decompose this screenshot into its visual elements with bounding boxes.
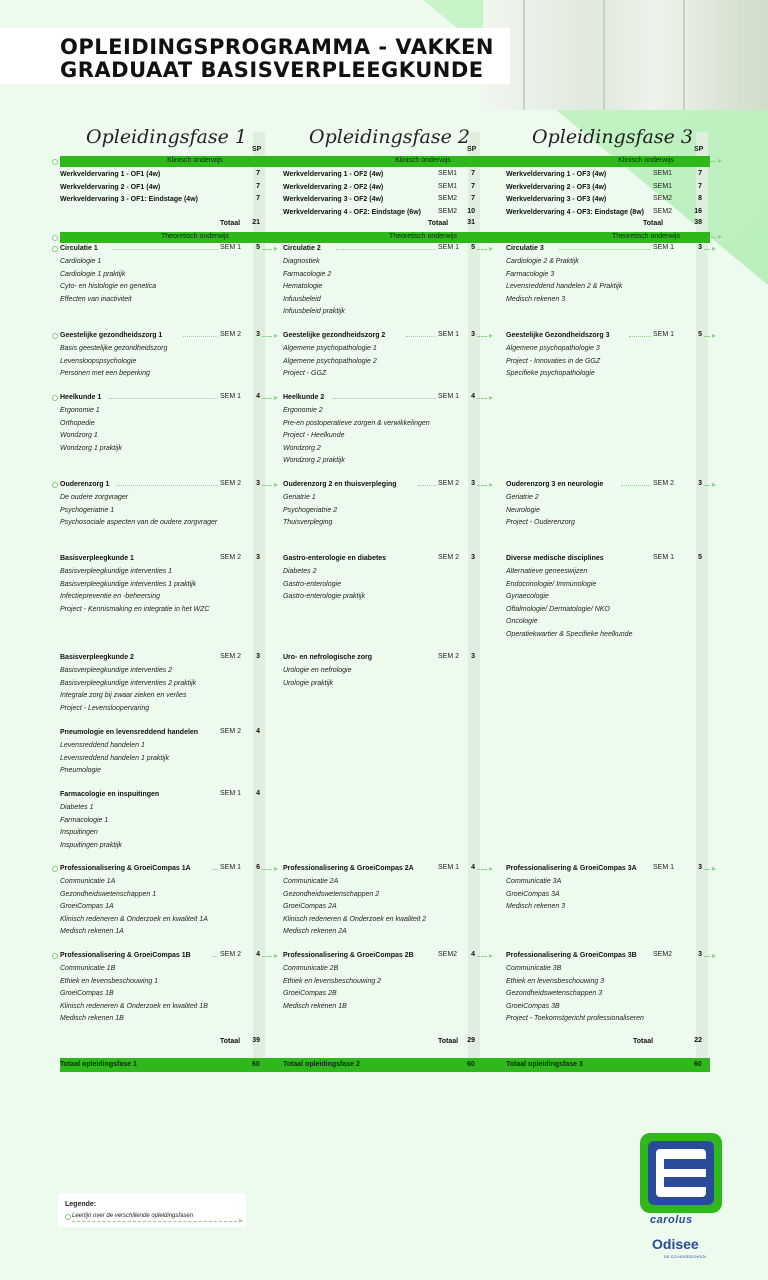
- course-subject: Personen met een beperking: [60, 370, 150, 377]
- course-sp: 4: [471, 864, 475, 871]
- course-subject: Levensreddend handelen 1: [60, 742, 145, 749]
- klinisch-item-sem: SEM2: [438, 195, 458, 202]
- course-arrow-icon: [262, 485, 272, 486]
- course-subject: Wondzorg 1: [60, 432, 98, 439]
- course-sp: 5: [256, 244, 260, 251]
- course-subject: Communicatie 2A: [283, 878, 339, 885]
- course-subject: Cardiologie 2 & Praktijk: [506, 258, 579, 265]
- course-name: Professionalisering & GroeiCompas 2B: [283, 952, 414, 959]
- course-arrow-icon: [262, 249, 272, 250]
- course-subject: Algemene psychopathologie 1: [283, 345, 377, 352]
- klinisch-item-sp: 7: [256, 170, 260, 177]
- course-name: Ouderenzorg 1: [60, 481, 110, 488]
- course-name: Geestelijke gezondheidszorg 2: [283, 332, 386, 339]
- course-subject: Klinisch redeneren & Onderzoek en kwaliteit 1B: [60, 1002, 208, 1010]
- course-subject: GroeiCompas 2B: [283, 990, 337, 997]
- course-leader-line: [212, 956, 218, 957]
- course-subject: Wondzorg 1 praktijk: [60, 444, 122, 452]
- logo-tagline: DE CO-HOGESCHOOL: [664, 1254, 707, 1259]
- title-line-1: OPLEIDINGSPROGRAMMA - VAKKEN: [60, 35, 494, 59]
- course-subject: Medisch rekenen 3: [506, 295, 566, 303]
- klinisch-item-sem: SEM2: [653, 207, 673, 215]
- course-subject: Ergonomie 2: [283, 407, 323, 414]
- klinisch-total-label: Totaal: [220, 220, 241, 227]
- course-subject: Gezondheidswetenschappen 1: [60, 890, 157, 898]
- course-sem: SEM 1: [653, 244, 675, 251]
- course-sem: SEM 1: [220, 393, 242, 400]
- course-subject: Gezondheidswetenschappen 3: [506, 990, 603, 997]
- course-arrow-icon: [477, 956, 487, 957]
- phase-total-value: 60: [694, 1061, 702, 1068]
- course-subject: Farmacologie 3: [506, 270, 555, 278]
- course-sp: 3: [256, 554, 260, 561]
- course-subject: Infuusbeleid: [283, 295, 321, 303]
- course-subject: Medisch rekenen 3: [506, 903, 566, 910]
- course-sp: 3: [698, 951, 702, 958]
- course-name: Basisverpleegkunde 1: [60, 555, 134, 562]
- theoretisch-section-label: Theoretisch onderwijs: [160, 233, 230, 240]
- course-subject: Pre-en postoperatieve zorgen & verwikkelingen: [283, 419, 430, 427]
- course-name: Geestelijke Gezondheidszorg 3: [506, 332, 610, 339]
- course-leader-line: [183, 336, 218, 337]
- course-sp: 3: [471, 653, 475, 660]
- legend-arrow-icon: [72, 1221, 237, 1222]
- course-subject: Ethiek en levensbeschouwing 3: [506, 977, 605, 985]
- phase-heading: Opleidingsfase 1: [86, 126, 248, 148]
- course-sem: SEM 2: [220, 331, 242, 338]
- course-sp: 3: [256, 653, 260, 660]
- klinisch-item-sp: 10: [467, 207, 475, 215]
- course-subject: Geriatrie 1: [283, 494, 316, 501]
- course-subject: Geriatrie 2: [506, 494, 539, 501]
- klinisch-item-name: Werkveldervaring 3 - OF1: Eindstage (4w): [60, 196, 198, 203]
- course-arrow-icon: [262, 956, 272, 957]
- course-sp: 4: [471, 951, 475, 958]
- course-name: Circulatie 1: [60, 245, 98, 252]
- course-name: Professionalisering & GroeiCompas 2A: [283, 865, 414, 872]
- course-sp: 3: [698, 244, 702, 251]
- course-subject: Alternatieve geneeswijzen: [506, 568, 588, 575]
- course-arrow-icon: [262, 869, 272, 870]
- sp-header: SP: [252, 146, 262, 153]
- course-sem: SEM 2: [438, 554, 460, 561]
- course-subject: GroeiCompas 1A: [60, 903, 114, 910]
- course-dot-icon: [52, 246, 58, 252]
- course-subject: Hematologie: [283, 283, 323, 290]
- course-leader-line: [406, 336, 436, 337]
- course-arrow-icon: [477, 485, 487, 486]
- course-name: Basisverpleegkunde 2: [60, 654, 134, 661]
- course-subject: Gastro-enterologie: [283, 580, 341, 588]
- course-subject: Communicatie 3A: [506, 878, 562, 885]
- course-arrow-icon: [477, 336, 487, 337]
- course-sp: 4: [256, 728, 260, 735]
- course-subject: Urologie praktijk: [283, 679, 334, 687]
- phase-total-value: 60: [467, 1061, 475, 1068]
- course-subject: Basis geestelijke gezondheidszorg: [60, 345, 168, 352]
- course-name: Pneumologie en levensreddend handelen: [60, 729, 199, 736]
- theoretisch-section-label: Theoretisch onderwijs: [388, 233, 458, 240]
- klinisch-item-name: Werkveldervaring 3 - OF3 (4w): [506, 196, 607, 203]
- course-dot-icon: [52, 482, 58, 488]
- phase-total-value: 60: [252, 1061, 260, 1068]
- course-leader-line: [117, 485, 218, 486]
- course-subject: Klinisch redeneren & Onderzoek en kwaliteit 2: [283, 915, 427, 923]
- course-subject: Medisch rekenen 1A: [60, 928, 124, 935]
- course-sem: SEM2: [653, 951, 673, 958]
- klinisch-total-label: Totaal: [428, 220, 449, 227]
- phase-heading: Opleidingsfase 3: [532, 126, 694, 148]
- course-subject: GroeiCompas 2A: [283, 903, 337, 910]
- klinisch-section-label: Klinisch onderwijs: [167, 157, 223, 164]
- course-name: Ouderenzorg 2 en thuisverpleging: [283, 481, 397, 488]
- theoretisch-section-bar: [60, 232, 710, 243]
- course-sem: SEM 2: [220, 554, 242, 561]
- course-subject: Farmacologie 2: [283, 270, 332, 278]
- course-subject: Wondzorg 2 praktijk: [283, 457, 345, 464]
- course-dot-icon: [52, 953, 58, 959]
- course-subject: Oftalmologie/ Dermatologie/ NKO: [506, 605, 610, 613]
- course-subject: Infectiepreventie en -beheersing: [60, 593, 161, 600]
- course-leader-line: [418, 485, 436, 486]
- course-sp: 3: [698, 864, 702, 871]
- course-subject: GroeiCompas 3B: [506, 1002, 560, 1010]
- course-sp: 5: [698, 331, 702, 338]
- course-sem: SEM 1: [438, 393, 460, 400]
- klinisch-item-name: Werkveldervaring 2 - OF1 (4w): [60, 183, 161, 191]
- sp-header: SP: [694, 146, 704, 153]
- course-sp: 3: [471, 480, 475, 487]
- course-subject: Effecten van inactiviteit: [60, 295, 132, 303]
- legend-text: Leerlijn over de verschillende opleidingsfasen: [72, 1213, 194, 1219]
- course-arrow-icon: [477, 869, 487, 870]
- klinisch-item-name: Werkveldervaring 1 - OF3 (4w): [506, 171, 607, 178]
- course-subject: Integrale zorg bij zwaar zieken en verlies: [60, 692, 187, 699]
- klinisch-item-sem: SEM1: [653, 182, 673, 190]
- title-line-2: GRADUAAT BASISVERPLEEGKUNDE: [60, 58, 484, 82]
- section-dot-icon: [52, 235, 58, 241]
- course-name: Circulatie 3: [506, 245, 544, 252]
- course-sp: 3: [471, 331, 475, 338]
- course-subject: Inspuitingen praktijk: [60, 841, 122, 849]
- course-sem: SEM 1: [653, 331, 675, 338]
- course-leader-line: [629, 336, 651, 337]
- course-subject: Basisverpleegkundige interventies 1 praktijk: [60, 580, 197, 588]
- logo-school: Odisee: [652, 1236, 699, 1252]
- course-leader-line: [336, 249, 436, 250]
- klinisch-item-sp: 7: [471, 182, 475, 190]
- course-leader-line: [332, 398, 436, 399]
- klinisch-item-sp: 16: [694, 207, 702, 215]
- course-subject: Algemene psychopathologie 2: [283, 357, 377, 365]
- course-sp: 5: [698, 554, 702, 561]
- theor-total-label: Totaal: [438, 1038, 459, 1045]
- klinisch-total-label: Totaal: [643, 220, 664, 227]
- course-subject: Cyto- en histologie en genetica: [60, 283, 157, 290]
- klinisch-section-label: Klinisch onderwijs: [618, 157, 674, 164]
- course-subject: GroeiCompas 3A: [506, 890, 560, 898]
- course-subject: Project - Kennismaking en integratie in het WZC: [60, 605, 210, 613]
- course-subject: Ethiek en levensbeschouwing 1: [60, 977, 159, 985]
- course-subject: Gynaecologie: [506, 593, 549, 600]
- course-subject: Inspuitingen: [60, 829, 98, 836]
- course-subject: Infuusbeleid praktijk: [283, 308, 345, 315]
- course-subject: Medisch rekenen 1B: [283, 1002, 347, 1010]
- course-subject: Gastro-enterologie praktijk: [283, 593, 366, 600]
- course-subject: Neurologie: [506, 506, 540, 514]
- course-subject: Diabetes 2: [283, 568, 317, 575]
- course-sp: 4: [256, 951, 260, 958]
- theor-total-label: Totaal: [633, 1038, 654, 1045]
- hallway-photo: [483, 0, 768, 110]
- course-subject: Oncologie: [506, 618, 538, 625]
- logo-brand: carolus: [650, 1214, 693, 1226]
- course-sp: 4: [256, 393, 260, 400]
- course-sem: SEM 1: [438, 864, 460, 871]
- klinisch-item-sp: 7: [471, 170, 475, 177]
- course-sem: SEM 1: [653, 864, 675, 871]
- section-arrow-icon: [710, 237, 716, 238]
- course-subject: Medisch rekenen 1B: [60, 1015, 124, 1022]
- course-sem: SEM 1: [653, 554, 675, 561]
- course-sem: SEM 2: [220, 480, 242, 487]
- course-subject: Wondzorg 2: [283, 444, 321, 452]
- course-leader-line: [109, 398, 218, 399]
- phase-heading: Opleidingsfase 2: [309, 126, 471, 148]
- course-subject: Endocrinologie/ Immunologie: [506, 580, 597, 588]
- klinisch-item-sem: SEM1: [653, 170, 673, 177]
- course-subject: Medisch rekenen 2A: [283, 928, 347, 935]
- klinisch-item-sem: SEM2: [438, 207, 458, 215]
- course-subject: Levensreddend handelen 1 praktijk: [60, 754, 169, 762]
- carolus-logo: [640, 1133, 724, 1223]
- klinisch-item-name: Werkveldervaring 2 - OF3 (4w): [506, 183, 607, 191]
- section-arrow-icon: [710, 161, 716, 162]
- course-subject: De oudere zorgvrager: [60, 494, 129, 501]
- course-subject: Communicatie 1B: [60, 965, 116, 972]
- course-subject: Ethiek en levensbeschouwing 2: [283, 977, 382, 985]
- course-subject: Project - Toekomstgericht professionaliseren: [506, 1015, 644, 1022]
- course-arrow-icon: [262, 398, 272, 399]
- course-subject: Psychogeriatrie 2: [283, 506, 338, 514]
- course-arrow-icon: [704, 336, 710, 337]
- legend-title: Legende:: [65, 1201, 97, 1208]
- klinisch-item-sem: SEM2: [653, 195, 673, 202]
- course-subject: Klinisch redeneren & Onderzoek en kwaliteit 1A: [60, 915, 208, 923]
- course-arrow-icon: [477, 398, 487, 399]
- klinisch-item-name: Werkveldervaring 1 - OF1 (4w): [60, 171, 161, 178]
- course-name: Circulatie 2: [283, 245, 321, 252]
- klinisch-total-value: 38: [694, 219, 702, 226]
- course-name: Ouderenzorg 3 en neurologie: [506, 481, 604, 488]
- course-leader-line: [559, 249, 651, 250]
- course-subject: Communicatie 3B: [506, 965, 562, 972]
- course-sem: SEM2: [438, 951, 458, 958]
- course-subject: Diabetes 1: [60, 804, 94, 811]
- course-dot-icon: [52, 333, 58, 339]
- klinisch-item-sp: 7: [256, 182, 260, 190]
- course-subject: Pneumologie: [60, 767, 101, 774]
- course-arrow-icon: [704, 249, 710, 250]
- course-subject: Gezondheidswetenschappen 2: [283, 890, 380, 898]
- course-leader-line: [113, 249, 218, 250]
- course-subject: Cardiologie 1: [60, 258, 102, 265]
- theor-total-value: 39: [252, 1037, 260, 1044]
- klinisch-item-name: Werkveldervaring 3 - OF2 (4w): [283, 196, 384, 203]
- course-subject: Thuisverpleging: [283, 519, 333, 526]
- course-subject: Project - Heelkunde: [283, 432, 345, 439]
- course-subject: Specifieke psychopathologie: [506, 370, 595, 377]
- course-subject: Communicatie 1A: [60, 878, 116, 885]
- klinisch-section-bar: [60, 156, 710, 167]
- klinisch-total-value: 21: [252, 219, 260, 226]
- course-sem: SEM 1: [220, 864, 242, 871]
- klinisch-item-sp: 7: [698, 182, 702, 190]
- course-name: Diverse medische disciplines: [506, 555, 604, 562]
- course-sp: 5: [471, 244, 475, 251]
- course-subject: Ergonomie 1: [60, 407, 100, 414]
- course-sp: 3: [256, 331, 260, 338]
- phase-totals-bar: [60, 1058, 710, 1072]
- course-subject: Project - Innovaties in de GGZ: [506, 357, 601, 365]
- course-sp: 4: [256, 790, 260, 797]
- course-sp: 6: [256, 864, 260, 871]
- course-subject: Algemene psychopathologie 3: [506, 345, 600, 352]
- course-name: Geestelijke gezondheidszorg 1: [60, 332, 163, 339]
- course-sem: SEM 2: [438, 653, 460, 660]
- course-leader-line: [212, 869, 218, 870]
- course-subject: GroeiCompas 1B: [60, 990, 114, 997]
- klinisch-total-value: 31: [467, 219, 475, 226]
- theor-total-value: 22: [694, 1037, 702, 1044]
- course-arrow-icon: [704, 956, 710, 957]
- sp-header: SP: [467, 146, 477, 153]
- course-subject: Project - GGZ: [283, 370, 327, 377]
- klinisch-item-name: Werkveldervaring 4 - OF3: Eindstage (8w): [506, 208, 644, 216]
- course-subject: Basisverpleegkundige interventies 2: [60, 667, 173, 674]
- course-name: Professionalisering & GroeiCompas 3B: [506, 952, 637, 959]
- course-subject: Urologie en nefrologie: [283, 667, 352, 674]
- course-sem: SEM 2: [220, 728, 242, 735]
- section-dot-icon: [52, 159, 58, 165]
- course-subject: Psychosociale aspecten van de oudere zorgvrager: [60, 519, 218, 526]
- course-name: Uro- en nefrologische zorg: [283, 654, 373, 661]
- phase-total-label: Totaal opleidingsfase 1: [60, 1061, 137, 1068]
- phase-total-label: Totaal opleidingsfase 2: [283, 1061, 360, 1068]
- course-sp: 3: [698, 480, 702, 487]
- course-name: Professionalisering & GroeiCompas 1A: [60, 865, 191, 872]
- course-sp: 3: [471, 554, 475, 561]
- page-title: [60, 36, 494, 82]
- klinisch-item-sp: 7: [698, 170, 702, 177]
- klinisch-item-sem: SEM1: [438, 170, 458, 177]
- course-subject: Levensloopspsychologie: [60, 357, 137, 365]
- course-subject: Diagnostiek: [283, 258, 320, 265]
- klinisch-section-label: Klinisch onderwijs: [395, 157, 451, 164]
- course-subject: Operatiekwartier & Specifieke heelkunde: [506, 630, 633, 638]
- course-sp: 3: [256, 480, 260, 487]
- course-subject: Project - Levensloopervaring: [60, 704, 150, 712]
- course-subject: Orthopedie: [60, 419, 95, 427]
- theoretisch-section-label: Theoretisch onderwijs: [611, 233, 681, 240]
- course-name: Farmacologie en inspuitingen: [60, 791, 160, 798]
- legend-dot-icon: [65, 1214, 71, 1220]
- course-subject: Cardiologie 1 praktijk: [60, 270, 126, 278]
- course-arrow-icon: [704, 869, 710, 870]
- course-subject: Project - Ouderenzorg: [506, 519, 575, 526]
- course-dot-icon: [52, 395, 58, 401]
- klinisch-item-name: Werkveldervaring 2 - OF2 (4w): [283, 183, 384, 191]
- course-name: Heelkunde 1: [60, 394, 102, 401]
- course-name: Professionalisering & GroeiCompas 1B: [60, 952, 191, 959]
- klinisch-item-sp: 7: [471, 195, 475, 202]
- klinisch-item-sem: SEM1: [438, 182, 458, 190]
- theor-total-label: Totaal: [220, 1038, 241, 1045]
- course-sem: SEM 2: [438, 480, 460, 487]
- course-sem: SEM 1: [438, 331, 460, 338]
- course-arrow-icon: [704, 485, 710, 486]
- course-sem: SEM 1: [220, 790, 242, 797]
- course-name: Gastro-enterologie en diabetes: [283, 555, 387, 562]
- course-name: Heelkunde 2: [283, 394, 325, 401]
- course-sem: SEM 1: [438, 244, 460, 251]
- course-subject: Levensreddend handelen 2 & Praktijk: [506, 283, 623, 290]
- theor-total-value: 29: [467, 1037, 475, 1044]
- course-name: Professionalisering & GroeiCompas 3A: [506, 865, 637, 872]
- course-arrow-icon: [262, 336, 272, 337]
- course-subject: Basisverpleegkundige interventies 2 praktijk: [60, 679, 197, 687]
- course-sp: 4: [471, 393, 475, 400]
- course-subject: Psychogeriatrie 1: [60, 506, 115, 514]
- course-sem: SEM 2: [220, 653, 242, 660]
- klinisch-item-name: Werkveldervaring 1 - OF2 (4w): [283, 171, 384, 178]
- klinisch-item-sp: 8: [698, 195, 702, 202]
- course-sem: SEM 2: [653, 480, 675, 487]
- klinisch-item-name: Werkveldervaring 4 - OF2: Eindstage (6w): [283, 208, 421, 216]
- phase-total-label: Totaal opleidingsfase 3: [506, 1061, 583, 1068]
- course-dot-icon: [52, 866, 58, 872]
- course-sem: SEM 1: [220, 244, 242, 251]
- course-sem: SEM 2: [220, 951, 242, 958]
- course-subject: Basisverpleegkundige interventies 1: [60, 568, 173, 575]
- course-subject: Communicatie 2B: [283, 965, 339, 972]
- course-leader-line: [621, 485, 651, 486]
- course-arrow-icon: [477, 249, 487, 250]
- klinisch-item-sp: 7: [256, 195, 260, 202]
- course-subject: Farmacologie 1: [60, 816, 109, 824]
- legend: [58, 1193, 246, 1227]
